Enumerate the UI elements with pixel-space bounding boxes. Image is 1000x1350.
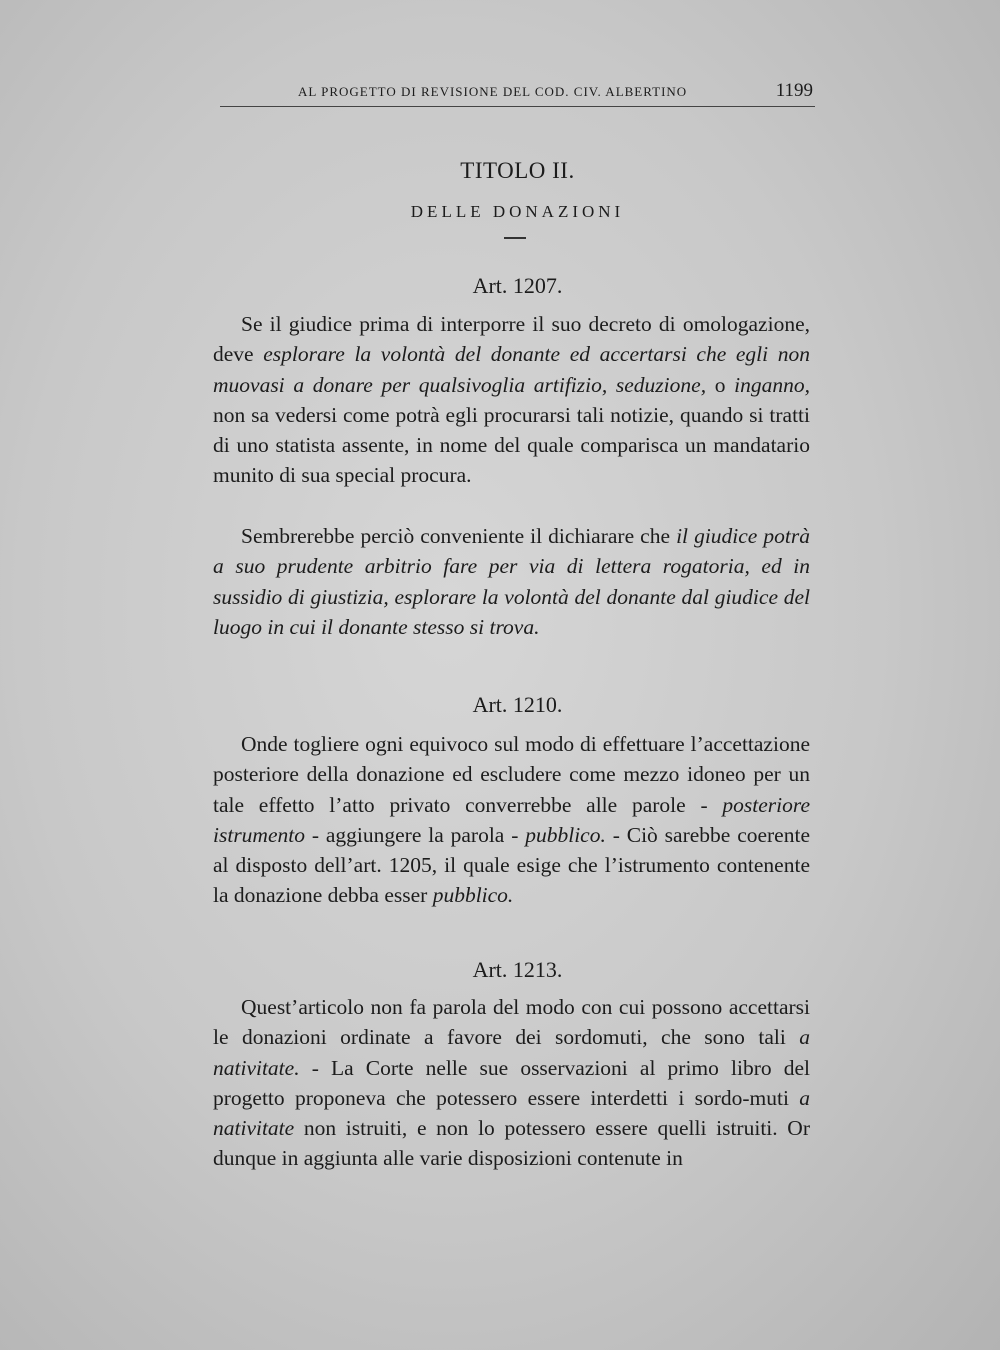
- text-run: Sembrerebbe perciò conveniente il dichiarare che: [241, 524, 677, 548]
- text-run: Quest’articolo non fa parola del modo con cui possono accettarsi le donazioni ordinate a favore dei sordomuti, che sono tali: [213, 995, 810, 1050]
- text-run: - aggiungere la parola -: [304, 822, 526, 847]
- article-1207-paragraph-1: [213, 309, 810, 491]
- article-1213-paragraph-1: [213, 992, 810, 1174]
- text-run-italic: esplorare la volontà del donante ed accertarsi che egli non muovasi a donare per qualsivoglia artifizio, seduzione,: [213, 342, 810, 397]
- text-run: Se il giudice prima di interporre il suo decreto di omologazione, deve: [213, 312, 810, 367]
- title-subheading: DELLE DONAZIONI: [410, 202, 625, 221]
- text-run-italic: a nativitate: [213, 1085, 810, 1141]
- page-number: 1199: [775, 80, 813, 101]
- title-rule: [504, 237, 526, 239]
- text-run-italic: pubblico.: [525, 822, 606, 847]
- text-run-italic: inganno,: [734, 372, 810, 397]
- article-1210-paragraph-1: [213, 729, 810, 911]
- text-run: - La Corte nelle sue osservazioni al primo libro del progetto proponeva che potessero essere interdetti i sordo-muti: [213, 1055, 810, 1110]
- text-run-italic: posteriore istrumento: [213, 792, 810, 847]
- text-run-italic: a nativitate.: [213, 1025, 810, 1080]
- article-1207-paragraph-2: [213, 521, 810, 642]
- article-heading-1207: Art. 1207.: [472, 273, 563, 298]
- title-heading: TITOLO II.: [460, 158, 575, 183]
- text-run: non sa vedersi come potrà egli procurarsi tali notizie, quando si tratti di uno statista assente, in nome del quale comparisca un mandatario munito di sua special procura.: [213, 402, 810, 488]
- running-head: AL PROGETTO DI REVISIONE DEL COD. CIV. ALBERTINO: [298, 84, 688, 99]
- text-run: - Ciò sarebbe coerente al disposto dell’art. 1205, il quale esige che l’istrumento contenente la donazione debba esser: [213, 822, 810, 908]
- article-heading-1210: Art. 1210.: [472, 692, 563, 717]
- text-run-italic: pubblico.: [432, 883, 514, 908]
- text-run: non istruiti, e non lo potessero essere quelli istruiti. Or dunque in aggiunta alle varie disposizioni contenute in: [213, 1116, 810, 1171]
- text-run-italic: il giudice potrà a suo prudente arbitrio fare per via di lettera rogatoria, ed in sussidio di giustizia, esplorare la volontà del donante dal giudice del luogo in cui il donante stesso si trova.: [213, 524, 810, 639]
- article-heading-1213: Art. 1213.: [472, 957, 563, 982]
- text-run: o: [706, 372, 735, 397]
- page-header: [220, 80, 815, 107]
- text-run: Onde togliere ogni equivoco sul modo di effettuare l’accettazione posteriore della donazione ed escludere come mezzo idoneo per un tale effetto l’atto privato converrebbe alle parole -: [213, 732, 810, 817]
